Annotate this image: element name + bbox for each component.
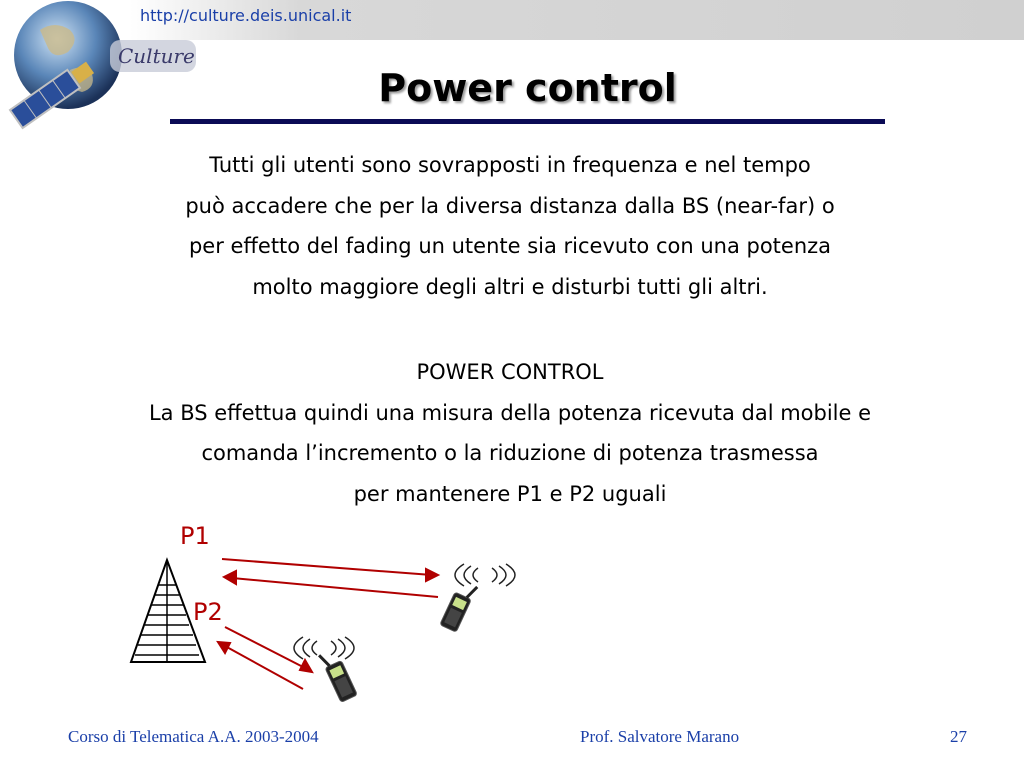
footer-page-number: 27 [950,727,967,746]
signal-waves-icon [455,564,515,586]
intro-line: molto maggiore degli altri e disturbi tutti gli altri. [252,274,768,299]
mobile-phone-icon [319,648,357,703]
intro-line: per effetto del fading un utente sia ricevuto con una potenza [188,234,832,258]
footer-course: Corso di Telematica A.A. 2003-2004 [68,727,319,746]
p2-arrows [218,627,312,689]
control-line: comanda l’incremento o la riduzione di potenza trasmessa [201,441,819,465]
p1-label: P1 [180,522,210,550]
section-heading: POWER CONTROL [416,360,604,384]
header-url: http://culture.deis.unical.it [140,6,352,25]
logo-wordmark: Culture [118,44,195,68]
p1-arrows [222,559,438,597]
slide-title: Power control [378,66,677,110]
signal-waves-icon [294,637,354,659]
mobile-phone-icon [440,579,477,632]
intro-line: Tutti gli utenti sono sovrapposti in frequenza e nel tempo [209,153,811,177]
control-line: La BS effettua quindi una misura della potenza ricevuta dal mobile e [148,400,872,425]
control-line: per mantenere P1 e P2 uguali [353,481,667,506]
intro-line: può accadere che per la diversa distanza dalla BS (near-far) o [185,193,835,218]
footer-author: Prof. Salvatore Marano [580,727,740,746]
p2-label: P2 [193,598,223,626]
